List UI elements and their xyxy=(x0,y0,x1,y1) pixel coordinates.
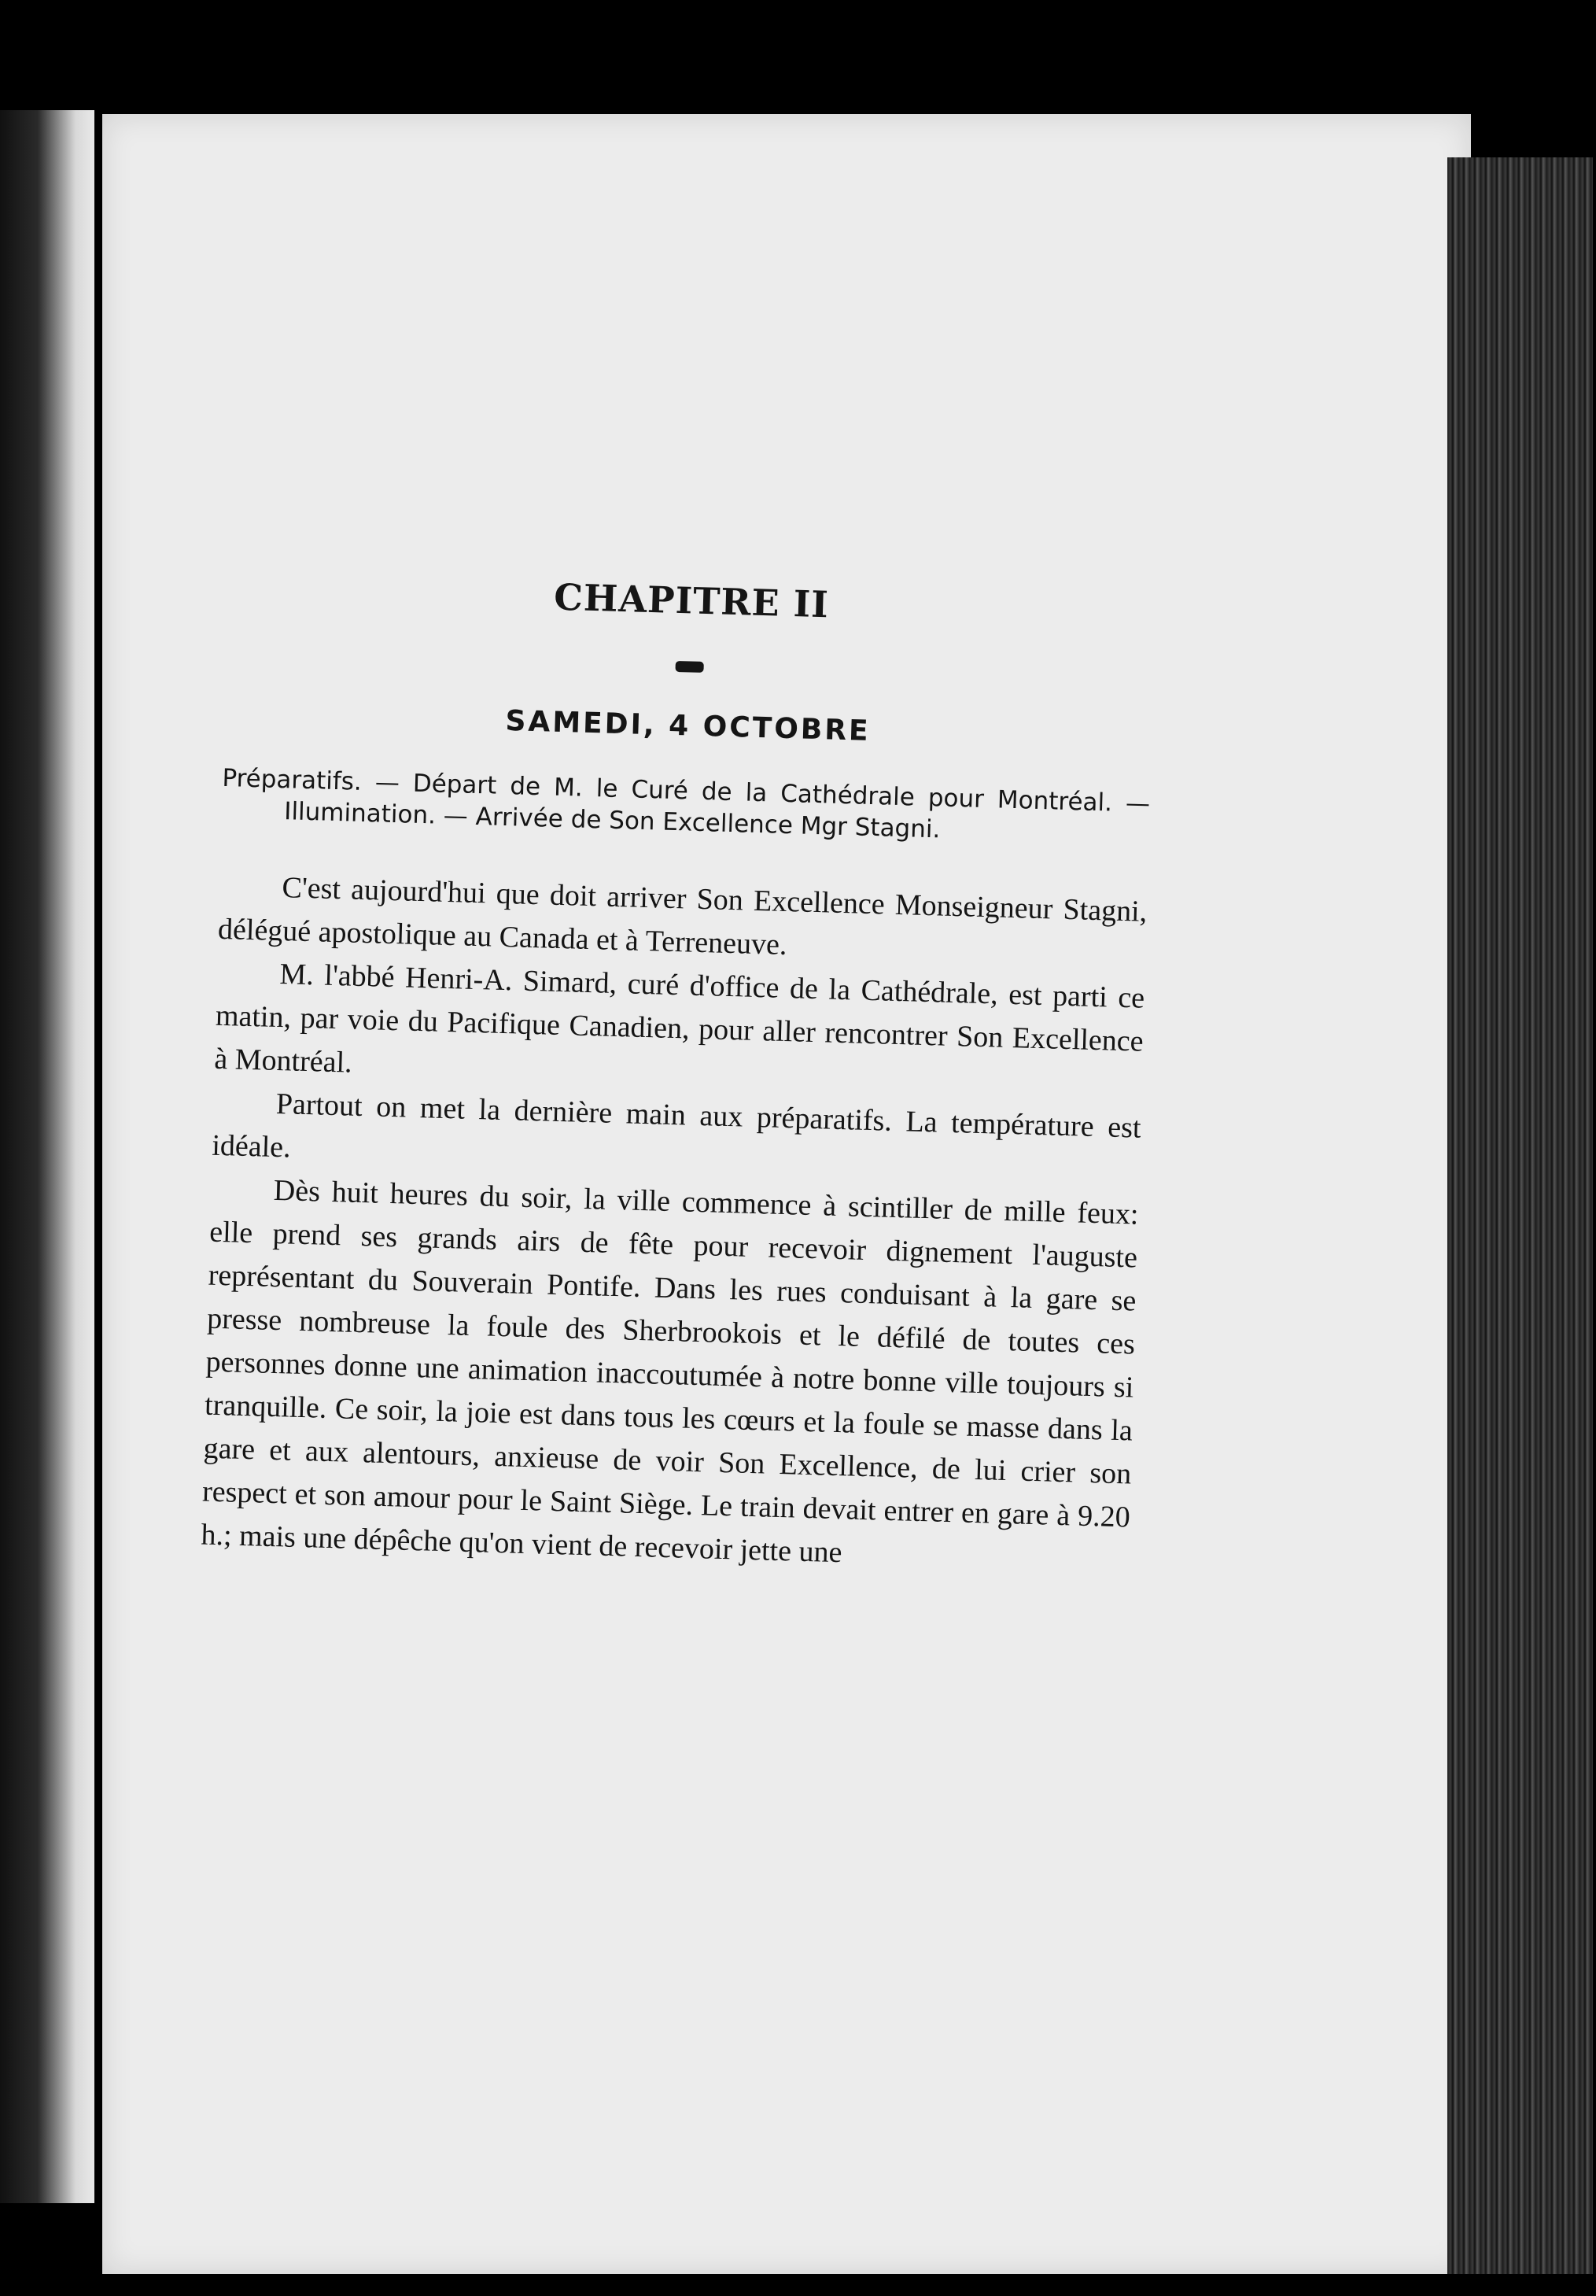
paragraph: Dès huit heures du soir, la ville commence à scintiller de mille feux: elle prend ses grands airs de fête pour recevoir dignement l'auguste représentant du Souverain Pontife. Dans les rues conduisant à la gare se presse nombreuse la foule des Sherbrookois et le défilé de toutes ces personnes donne une animation inaccoutumée à notre bonne ville toujours si tranquille. Ce soir, la joie est dans tous les cœurs et la foule se masse dans la gare et aux alentours, anxieuse de voir Son Excellence, de lui crier son respect et son amour pour le Saint Siège. Le train devait entrer en gare à 9.20 h.; mais une dépêche qu'on vient de recevoir jette une xyxy=(201,1173,1140,1570)
book-fore-edge xyxy=(1447,157,1593,2274)
body-text xyxy=(201,865,1148,1583)
paragraph: Partout on met la dernière main aux préparatifs. La température est idéale. xyxy=(211,1087,1142,1165)
paragraph: C'est aujourd'hui que doit arriver Son Excellence Monseigneur Stagni, délégué apostolique au Canada et à Terreneuve. xyxy=(217,871,1148,962)
paragraph: M. l'abbé Henri-A. Simard, curé d'office de la Cathédrale, est parti ce matin, par voie du Pacifique Canadien, pour aller rencontrer Son Excellence à Montréal. xyxy=(213,958,1145,1080)
date-heading: SAMEDI, 4 OCTOBRE xyxy=(504,704,872,747)
title-rule xyxy=(675,661,703,673)
page-content xyxy=(201,567,1156,1582)
left-page-edge xyxy=(0,110,94,2203)
chapter-title: CHAPITRE II xyxy=(553,575,830,626)
chapter-summary: Préparatifs. — Départ de M. le Curé de la Cathédrale pour Montréal. — Illumination. — Arrivée de Son Excellence Mgr Stagni. xyxy=(221,763,1151,844)
